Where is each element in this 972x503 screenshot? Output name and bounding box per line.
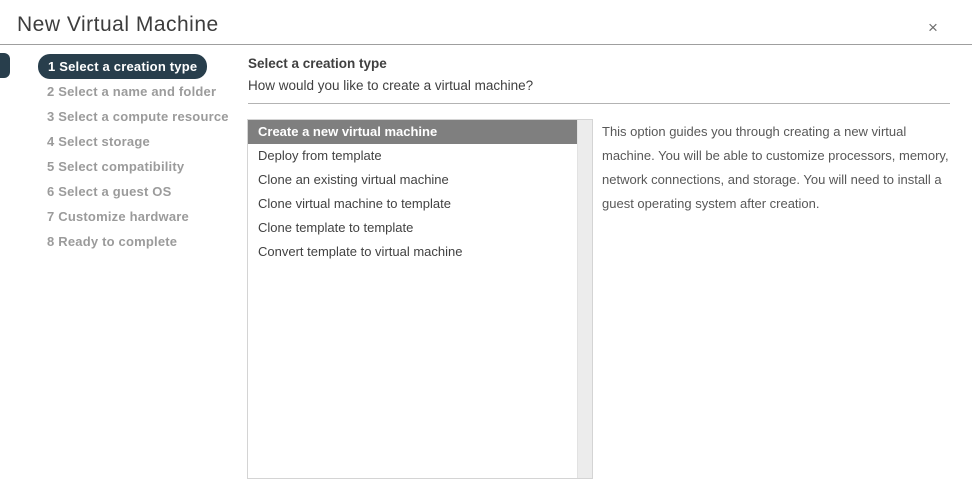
step-ready-to-complete[interactable]: 8 Ready to complete xyxy=(47,234,178,249)
step-select-name-folder[interactable]: 2 Select a name and folder xyxy=(47,84,217,99)
header-divider xyxy=(0,44,972,45)
list-item-deploy-from-template[interactable]: Deploy from template xyxy=(258,148,382,163)
left-edge-fragment xyxy=(0,53,10,78)
list-item-clone-vm-to-template[interactable]: Clone virtual machine to template xyxy=(258,196,451,211)
option-description: This option guides you through creating a new virtual machine. You will be able to customize processors, memory, network connections, and storage. You will need to install a guest operating system after creation. xyxy=(602,124,949,211)
step-select-storage[interactable]: 4 Select storage xyxy=(47,134,150,149)
step-customize-hardware[interactable]: 7 Customize hardware xyxy=(47,209,189,224)
page-title: Select a creation type xyxy=(248,56,387,71)
step-select-creation-type[interactable]: 1 Select a creation type xyxy=(38,54,207,79)
creation-type-listbox xyxy=(247,119,593,479)
listbox-scrollbar[interactable] xyxy=(577,120,592,478)
list-item-convert-template-to-vm[interactable]: Convert template to virtual machine xyxy=(258,244,463,259)
dialog-title: New Virtual Machine xyxy=(17,13,219,36)
step-select-guest-os[interactable]: 6 Select a guest OS xyxy=(47,184,172,199)
page-subtitle: How would you like to create a virtual machine? xyxy=(248,78,534,93)
step-select-compute-resource[interactable]: 3 Select a compute resource xyxy=(47,109,229,124)
list-item-create-new-vm[interactable]: Create a new virtual machine xyxy=(248,120,577,144)
close-icon[interactable]: × xyxy=(920,15,946,41)
list-item-clone-template-to-template[interactable]: Clone template to template xyxy=(258,220,414,235)
content-divider xyxy=(248,103,950,104)
step-select-compatibility[interactable]: 5 Select compatibility xyxy=(47,159,185,174)
list-item-clone-existing-vm[interactable]: Clone an existing virtual machine xyxy=(258,172,449,187)
